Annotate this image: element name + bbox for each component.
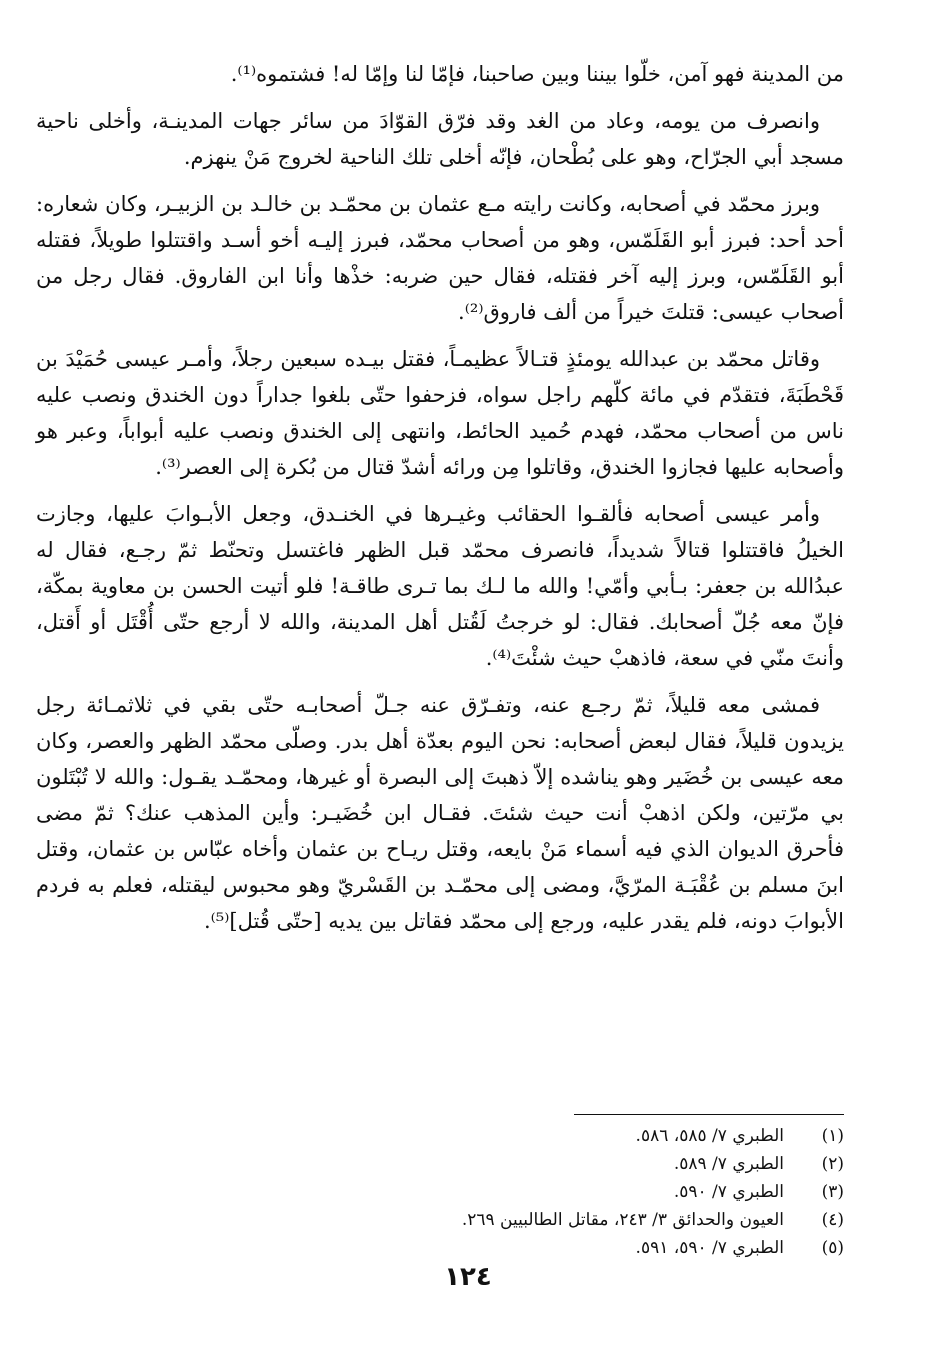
paragraph-6: فمشى معه قليلاً، ثمّ رجـع عنه، وتفـرّق عنه جـلّ أصحابـه حتّى بقي في ثلاثمـائة رجل يزيدون قليلاً، فقال لبعض أصحابه: نحن اليوم بعدّة أهل بدر. وصلّى محمّد الظهر والعصر، وكان معه عيسى بن خُضَير وهو يناشده إلاّ ذهبتَ إلى البصرة أو غيرها، ومحمّـد يقـول: والله لا تُبْتَلون بي مرّتين، ولكن اذهبْ أنت حيث شئتَ. فقـال ابن خُضَيـر: وأين المذهب عنك؟ ثمّ مضى فأحرق الديوان الذي فيه أسماء مَنْ بايعه، وقتل ريـاح بن عثمان وأخاه عبّاس بن عثمان، وقتل ابنَ مسلم بن عُقْبَـة المرّيَّ، ومضى إلى محمّـد بن القَسْريّ وهو محبوس ليقتله، فعلم به فردم الأبوابَ دونه، فلم يقدر عليه، ورجع إلى محمّد فقاتل بين يديه [حتّى قُتل]⁽⁵⁾. (36, 693, 844, 933)
footnote-2 (124, 1150, 844, 1178)
footnote-number: (٥) (821, 1238, 844, 1258)
footnote-number: (١) (821, 1126, 844, 1146)
footnote-number: (٤) (821, 1210, 844, 1230)
paragraph-4: وقاتل محمّد بن عبدالله يومئذٍ قتـالاً عظيمـاً، فقتل بيـده سبعين رجلاً، وأمـر عيسى حُمَيْدَ بن قَحْطَبَةَ، فتقدّم في مائة كلّهم راجل سواه، فزحفوا حتّى بلغوا جداراً دون الخندق ونصب عليه ناس من أصحاب محمّد، فهدم حُميد الحائط، وانتهى إلى الخندق ونصب عليه أبواباً، وعبر هو وأصحابه عليها فجازوا الخندق، وقاتلوا مِن ورائه أشدّ قتال من بُكرة إلى العصر⁽³⁾. (36, 347, 844, 479)
footnote-number: (٢) (821, 1154, 844, 1174)
footnote-5 (124, 1234, 844, 1262)
footnotes (124, 1122, 844, 1262)
footnote-1 (124, 1122, 844, 1150)
footnote-text: الطبري ٧/ ٥٩٠. (673, 1182, 784, 1202)
paragraph-1: من المدينة فهو آمن، خلّوا بيننا وبين صاحبنا، فإمّا لنا وإمّا له! فشتموه⁽¹⁾. (230, 62, 844, 86)
paragraph-2: وانصرف من يومه، وعاد من الغد وقد فرّق القوّادَ من سائر جهات المدينـة، وأخلى ناحية مسجد أبي الجرّاح، وهو على بُطْحان، فإنّه أخلى تلك الناحية لخروج مَنْ ينهزم. (36, 109, 844, 169)
paragraph-3: وبرز محمّد في أصحابه، وكانت رايته مـع عثمان بن محمّـد بن خالـد بن الزبيـر، وكان شعاره: أحد أحد: فبرز أبو القَلَمّس، وهو من أصحاب محمّد، فبرز إليـه أخو أسـد واقتتلوا طويلاً، فقتله أبو القَلَمّس، وبرز إليه آخر فقتله، فقال حين ضربه: خذْها وأنا ابن الفاروق. فقال رجل من أصحاب عيسى: قتلتَ خيراً من ألف فاروق⁽²⁾. (36, 192, 844, 324)
footnote-text: الطبري ٧/ ٥٨٩. (673, 1154, 784, 1174)
footnote-number: (٣) (821, 1182, 844, 1202)
footnote-4 (124, 1206, 844, 1234)
footnote-text: الطبري ٧/ ٥٩٠، ٥٩١. (635, 1238, 784, 1258)
footnote-separator (574, 1114, 844, 1115)
main-text (36, 56, 844, 939)
footnote-text: الطبري ٧/ ٥٨٥، ٥٨٦. (635, 1126, 784, 1146)
paragraph-5: وأمر عيسى أصحابه فألقـوا الحقائب وغيـرها في الخنـدق، وجعل الأبـوابَ عليها، وجازت الخيلُ فاقتتلوا قتالاً شديداً، فانصرف محمّد قبل الظهر فاغتسل وتحنّط ثمّ رجـع، فقال له عبدُالله بن جعفر: بـأبي وأمّي! والله ما لـك بما تـرى طاقـة! فلو أتيت الحسن بن معاوية بمكّة، فإنّ معه جُلّ أصحابك. فقال: لو خرجتُ لَقُتل أهل المدينة، والله لا أرجع حتّى أُقْتَل أو أَقتل، وأنتَ منّي في سعة، فاذهبْ حيث شئْتَ⁽⁴⁾. (36, 502, 844, 670)
footnote-3 (124, 1178, 844, 1206)
page-number: ١٢٤ (444, 1262, 492, 1292)
footnote-text: العيون والحدائق ٣/ ٢٤٣، مقاتل الطالبيين ٢٦٩. (461, 1210, 784, 1230)
